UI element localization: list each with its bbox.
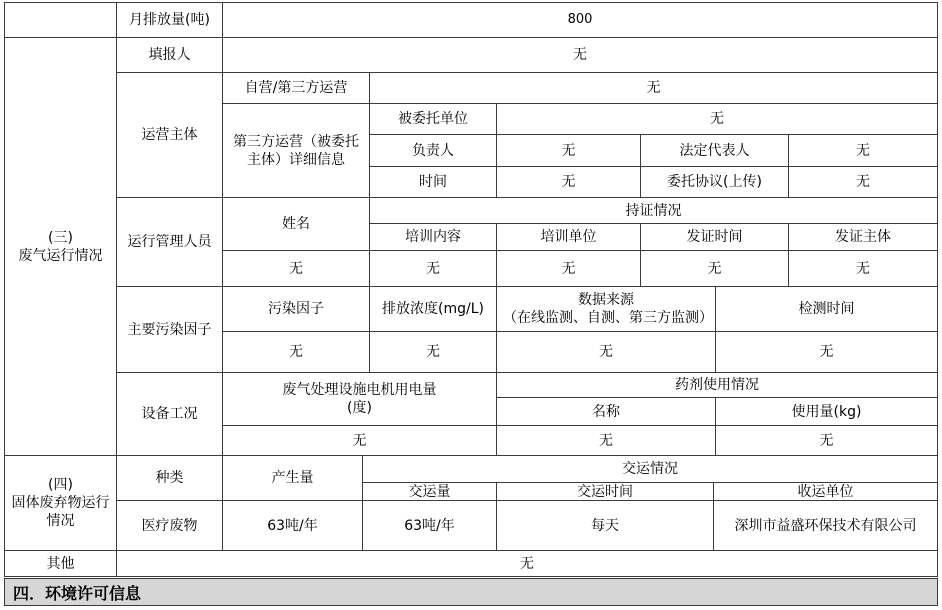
training-unit-header: 培训单位	[497, 224, 641, 251]
legal-representative-value: 无	[789, 135, 938, 167]
waste-type-value: 医疗废物	[117, 501, 223, 551]
entrust-agreement-value: 无	[789, 167, 938, 198]
chemical-amount-header: 使用量(kg)	[716, 398, 938, 426]
reporter-value: 无	[223, 38, 938, 73]
staff-name-label: 姓名	[223, 198, 370, 251]
training-content-value: 无	[370, 251, 497, 287]
responsible-person-value: 无	[497, 135, 641, 167]
issuer-value: 无	[789, 251, 938, 287]
equipment-label: 设备工况	[117, 373, 223, 456]
other-value: 无	[117, 551, 938, 577]
issue-date-header: 发证时间	[641, 224, 789, 251]
chemical-amount-value: 无	[716, 426, 938, 456]
transfer-time-value: 每天	[497, 501, 714, 551]
collector-header: 收运单位	[714, 483, 938, 501]
certificate-label: 持证情况	[370, 198, 938, 224]
chemical-usage-header: 药剂使用情况	[497, 373, 938, 398]
entrusted-unit-value: 无	[497, 104, 938, 135]
motor-power-title: 废气处理设施电机用电量	[282, 382, 437, 398]
staff-label: 运行管理人员	[117, 198, 223, 287]
waste-amount-header: 产生量	[223, 456, 363, 501]
emission-concentration-value: 无	[370, 332, 497, 373]
transfer-time-header: 交运时间	[497, 483, 714, 501]
motor-power-header	[223, 373, 497, 426]
chemical-name-header: 名称	[497, 398, 716, 426]
responsible-person-label: 负责人	[370, 135, 497, 167]
entrusted-unit-label: 被委托单位	[370, 104, 497, 135]
section-four-header	[5, 456, 117, 551]
section-three-number: (三)	[48, 229, 73, 246]
test-time-header: 检测时间	[716, 287, 938, 332]
transfer-amount-header: 交运量	[363, 483, 497, 501]
pollutant-factor-value: 无	[223, 332, 370, 373]
collector-value: 深圳市益盛环保技术有限公司	[714, 501, 938, 551]
motor-power-unit: (度)	[347, 400, 372, 416]
transfer-amount-value: 63吨/年	[363, 501, 497, 551]
section-four-number: (四)	[48, 477, 73, 493]
monthly-emission-label: 月排放量(吨)	[117, 3, 223, 38]
section-three-header	[5, 38, 117, 456]
reporter-label: 填报人	[117, 38, 223, 73]
issue-date-value: 无	[641, 251, 789, 287]
waste-amount-value: 63吨/年	[223, 501, 363, 551]
training-content-header: 培训内容	[370, 224, 497, 251]
section-heading-permit-info	[4, 578, 938, 606]
other-label: 其他	[5, 551, 117, 577]
data-source-header	[497, 287, 716, 332]
legal-representative-label: 法定代表人	[641, 135, 789, 167]
operator-label: 运营主体	[117, 73, 223, 198]
training-unit-value: 无	[497, 251, 641, 287]
data-source-value: 无	[497, 332, 716, 373]
section-three-title: 废气运行情况	[18, 247, 103, 264]
staff-name-value: 无	[223, 251, 370, 287]
entrust-time-value: 无	[497, 167, 641, 198]
waste-type-header: 种类	[117, 456, 223, 501]
chemical-name-value: 无	[497, 426, 716, 456]
monthly-emission-value: 800	[223, 3, 938, 38]
operation-mode-value: 无	[370, 73, 938, 104]
pollutants-label: 主要污染因子	[117, 287, 223, 373]
pollutant-factor-header: 污染因子	[223, 287, 370, 332]
section-heading-title: 四．环境许可信息	[13, 583, 142, 603]
test-time-value: 无	[716, 332, 938, 373]
issuer-header: 发证主体	[789, 224, 938, 251]
motor-power-value: 无	[223, 426, 497, 456]
transfer-header: 交运情况	[363, 456, 938, 483]
section-four-title: 固体废弃物运行情况	[11, 495, 110, 529]
data-source-title: 数据来源	[578, 292, 634, 308]
operation-mode-label: 自营/第三方运营	[223, 73, 370, 104]
third-party-details-label: 第三方运营（被委托主体）详细信息	[223, 104, 370, 198]
entrust-time-label: 时间	[370, 167, 497, 198]
emission-concentration-header: 排放浓度(mg/L)	[370, 287, 497, 332]
data-source-note: （在线监测、自测、第三方监测）	[503, 310, 713, 326]
section-continuation-cell	[5, 3, 117, 38]
entrust-agreement-label: 委托协议(上传)	[641, 167, 789, 198]
